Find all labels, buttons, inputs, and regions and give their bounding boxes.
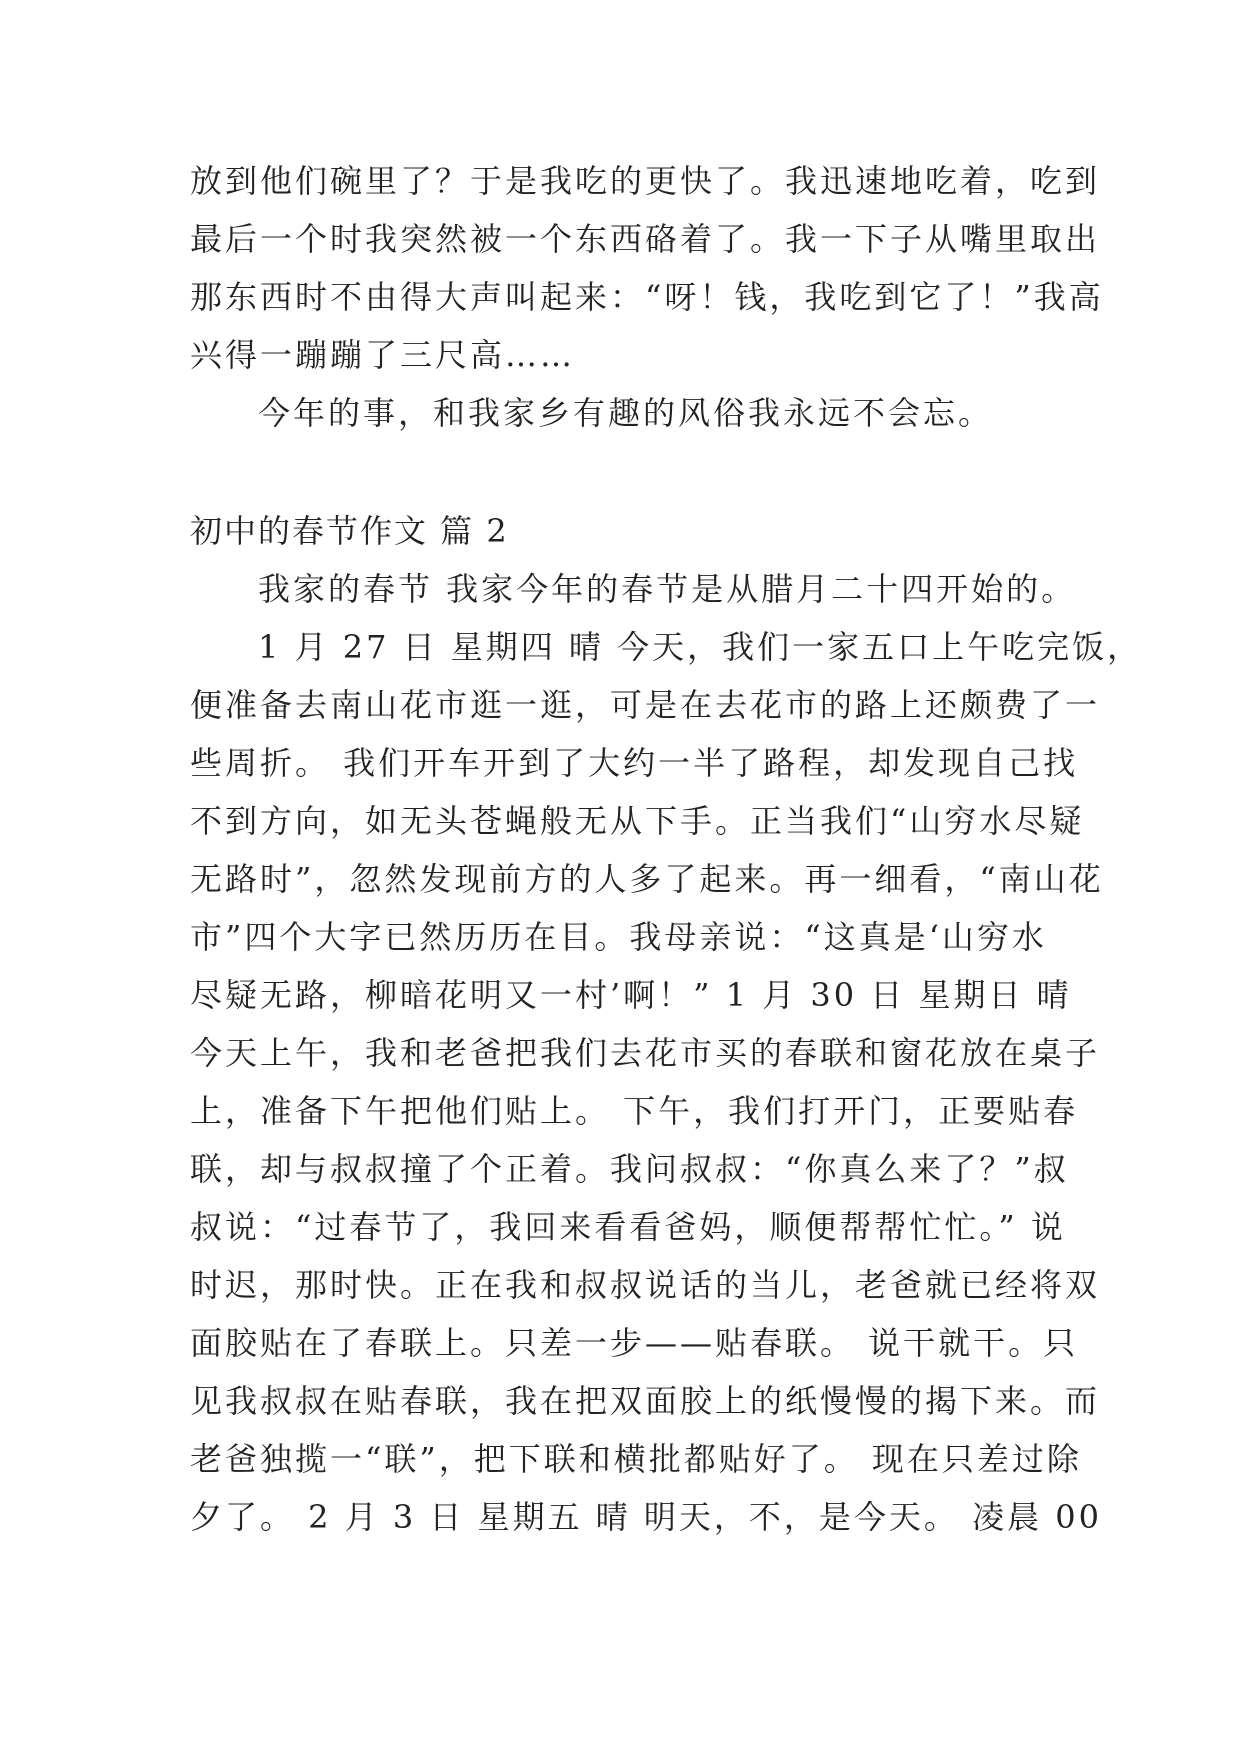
text-line: 尽疑无路，柳暗花明又一村’啊！” 1 月 30 日 星期日 晴 <box>190 976 1072 1014</box>
text-line: 兴得一蹦蹦了三尺高…… <box>190 336 576 374</box>
text-line: 便准备去南山花市逛一逛，可是在去花市的路上还颇费了一 <box>190 686 1101 724</box>
text-line: 面胶贴在了春联上。只差一步——贴春联。 说干就干。只 <box>190 1324 1079 1362</box>
text-line: 今年的事，和我家乡有趣的风俗我永远不会忘。 <box>258 394 994 432</box>
text-line: 市”四个大字已然历历在目。我母亲说：“这真是‘山穷水 <box>190 918 1047 956</box>
text-line: 老爸独揽一“联”，把下联和横批都贴好了。 现在只差过除 <box>190 1440 1082 1478</box>
text-line: 些周折。 我们开车开到了大约一半了路程，却发现自己找 <box>190 744 1079 782</box>
text-line: 最后一个时我突然被一个东西硌着了。我一下子从嘴里取出 <box>190 220 1101 258</box>
text-line: 时迟，那时快。正在我和叔叔说话的当儿，老爸就已经将双 <box>190 1266 1101 1304</box>
text-line: 无路时”，忽然发现前方的人多了起来。再一细看，“南山花 <box>190 860 1104 898</box>
text-line: 见我叔叔在贴春联，我在把双面胶上的纸慢慢的揭下来。而 <box>190 1382 1101 1420</box>
text-line: 那东西时不由得大声叫起来：“呀！钱，我吃到它了！”我高 <box>190 278 1104 316</box>
text-line: 放到他们碗里了？于是我吃的更快了。我迅速地吃着，吃到 <box>190 162 1101 200</box>
text-line: 叔说：“过春节了，我回来看看爸妈，顺便帮帮忙忙。” 说 <box>190 1208 1066 1246</box>
text-line: 不到方向，如无头苍蝇般无从下手。正当我们“山穷水尽疑 <box>190 802 1085 840</box>
text-line: 我家的春节 我家今年的春节是从腊月二十四开始的。 <box>258 570 1077 608</box>
text-line: 上，准备下午把他们贴上。 下午，我们打开门，正要贴春 <box>190 1092 1079 1130</box>
text-line: 夕了。 2 月 3 日 星期五 晴 明天，不，是今天。 凌晨 00 <box>190 1498 1102 1536</box>
section-heading: 初中的春节作文 篇 2 <box>190 512 509 550</box>
text-line: 1 月 27 日 星期四 晴 今天，我们一家五口上午吃完饭， <box>258 628 1143 666</box>
text-line: 今天上午，我和老爸把我们去花市买的春联和窗花放在桌子 <box>190 1034 1101 1072</box>
text-line: 联，却与叔叔撞了个正着。我问叔叔：“你真么来了？”叔 <box>190 1150 1069 1188</box>
